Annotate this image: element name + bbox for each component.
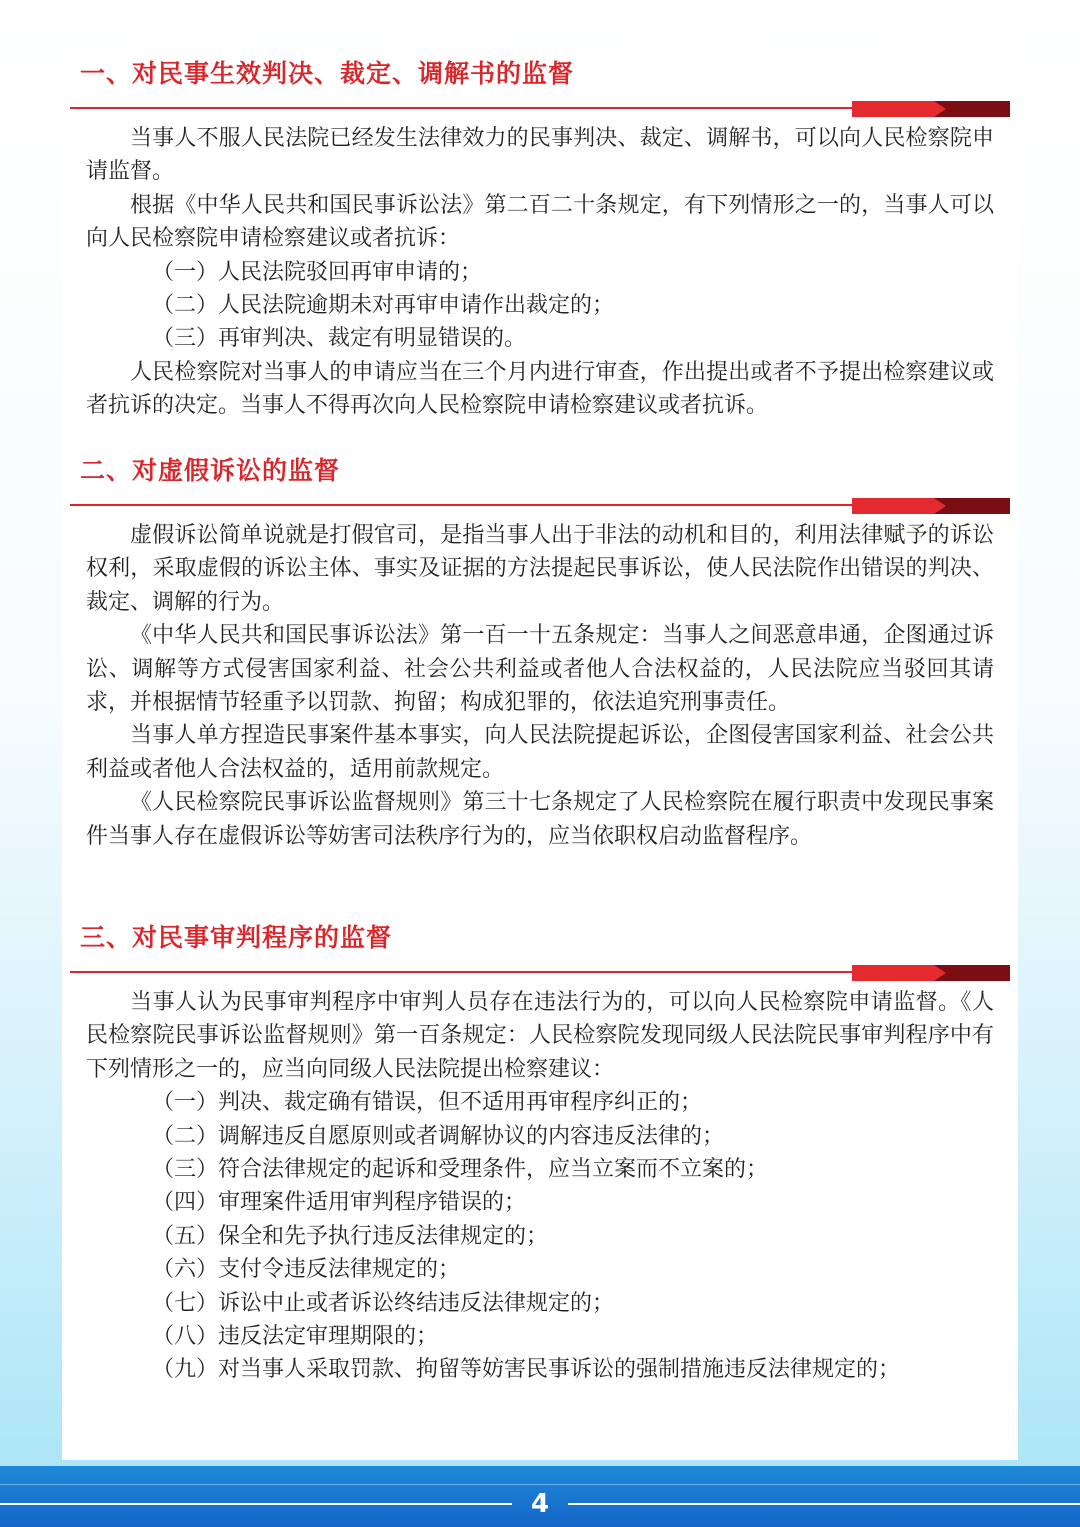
rule-line <box>70 971 860 973</box>
arrow-ribbon-icon <box>852 100 1010 118</box>
section-heading: 三、对民事审判程序的监督 <box>80 923 393 952</box>
footer-stripe <box>0 1484 1080 1485</box>
list-item: （五）保全和先予执行违反法律规定的； <box>152 1223 549 1249</box>
paragraph: 当事人不服人民法院已经发生法律效力的民事判决、裁定、调解书，可以向人民检察院申请监督。 <box>86 126 994 185</box>
section-heading: 一、对民事生效判决、裁定、调解书的监督 <box>80 59 575 88</box>
page-number: 4 <box>530 1489 550 1519</box>
list-item: （七）诉讼中止或者诉讼终结违反法律规定的； <box>152 1290 615 1316</box>
list-item: （三）再审判决、裁定有明显错误的。 <box>152 326 527 352</box>
footer-line-right <box>568 1503 1080 1505</box>
list-item: （一）人民法院驳回再审申请的； <box>152 259 483 285</box>
list-item: （二）人民法院逾期未对再审申请作出裁定的； <box>152 293 615 319</box>
list-item: （六）支付令违反法律规定的； <box>152 1257 461 1283</box>
paragraph: 当事人认为民事审判程序中审判人员存在违法行为的，可以向人民检察院申请监督。《人民检察院民事诉讼监督规则》第一百条规定：人民检察院发现同级人民法院民事审判程序中有下列情形之一的，应当向同级人民法院提出检察建议： <box>86 990 994 1082</box>
list-item: （三）符合法律规定的起诉和受理条件，应当立案而不立案的； <box>152 1157 769 1183</box>
paragraph: 人民检察院对当事人的申请应当在三个月内进行审查，作出提出或者不予提出检察建议或者抗诉的决定。当事人不得再次向人民检察院申请检察建议或者抗诉。 <box>86 359 994 419</box>
rule-line <box>70 107 860 109</box>
list-item: （四）审理案件适用审判程序错误的； <box>152 1190 527 1216</box>
section-heading: 二、对虚假诉讼的监督 <box>80 456 341 485</box>
heading-rule <box>70 100 1010 118</box>
section-body <box>86 986 994 1387</box>
footer-line-left <box>0 1503 512 1505</box>
heading-rule <box>70 497 1010 515</box>
paragraph: 《中华人民共和国民事诉讼法》第一百一十五条规定：当事人之间恶意串通，企图通过诉讼、调解等方式侵害国家利益、社会公共利益或者他人合法权益的，人民法院应当驳回其请求，并根据情节轻重予以罚款、拘留；构成犯罪的，依法追究刑事责任。 <box>86 623 994 716</box>
list-item: （一）判决、裁定确有错误，但不适用再审程序纠正的； <box>152 1090 703 1116</box>
list-item: （九）对当事人采取罚款、拘留等妨害民事诉讼的强制措施违反法律规定的； <box>152 1357 901 1383</box>
arrow-ribbon-icon <box>852 964 1010 982</box>
list-item: （二）调解违反自愿原则或者调解协议的内容违反法律的； <box>152 1123 725 1149</box>
section-body <box>86 122 994 423</box>
list-item: （八）违反法定审理期限的； <box>152 1324 439 1350</box>
page-footer <box>0 1466 1080 1527</box>
paragraph: 虚假诉讼简单说就是打假官司，是指当事人出于非法的动机和目的，利用法律赋予的诉讼权利，采取虚假的诉讼主体、事实及证据的方法提起民事诉讼，使人民法院作出错误的判决、裁定、调解的行为。 <box>86 523 994 615</box>
heading-rule <box>70 964 1010 982</box>
paragraph: 当事人单方捏造民事案件基本事实，向人民法院提起诉讼，企图侵害国家利益、社会公共利益或者他人合法权益的，适用前款规定。 <box>86 723 994 782</box>
paragraph: 根据《中华人民共和国民事诉讼法》第二百二十条规定，有下列情形之一的，当事人可以向人民检察院申请检察建议或者抗诉： <box>86 192 994 252</box>
paragraph: 《人民检察院民事诉讼监督规则》第三十七条规定了人民检察院在履行职责中发现民事案件当事人存在虚假诉讼等妨害司法秩序行为的，应当依职权启动监督程序。 <box>86 790 994 849</box>
section-body <box>86 519 994 853</box>
rule-line <box>70 504 860 506</box>
arrow-ribbon-icon <box>852 497 1010 515</box>
